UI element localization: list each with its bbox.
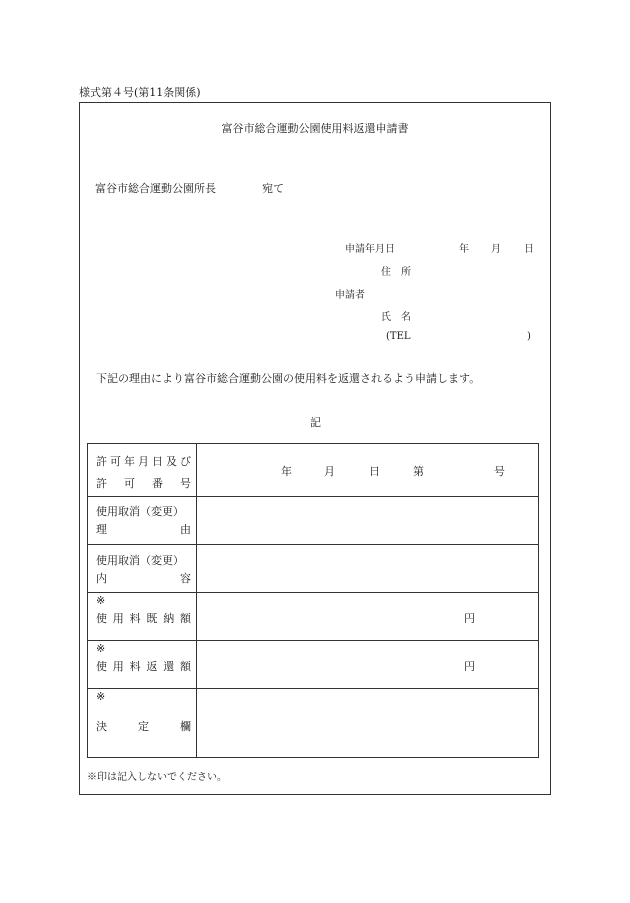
ki-label: 記 (310, 416, 321, 429)
permit-date-label: 許 可 年 月 日 及 び (96, 455, 191, 468)
footnote: ※印は記入しないでください。 (87, 772, 227, 783)
tel-close: ) (527, 331, 531, 342)
permit-go: 号 (494, 465, 505, 478)
table-column-divider (196, 444, 197, 757)
office-use-mark: ※ (96, 594, 106, 607)
details-table (87, 443, 539, 758)
row-divider (88, 544, 538, 545)
row-divider (88, 592, 538, 593)
applicant-label: 申請者 (335, 290, 365, 301)
addressee-suffix: 宛て (262, 182, 284, 195)
refund-fee-unit: 円 (464, 660, 475, 673)
form-id: 様式第４号(第11条関係) (79, 86, 201, 99)
addressee-name: 富谷市総合運動公園所長 (95, 182, 216, 195)
refund-fee-label: 使 用 料 返 還 額 (96, 660, 191, 673)
name-label: 氏 名 (381, 312, 411, 323)
paid-fee-label: 使 用 料 既 納 額 (96, 612, 191, 625)
address-label: 住 所 (381, 267, 411, 278)
office-use-mark: ※ (96, 642, 106, 655)
cancel-reason-label: 使用取消（変更） (96, 505, 184, 518)
reason-label: 理 由 (96, 523, 191, 536)
date-year: 年 (459, 244, 469, 255)
request-statement: 下記の理由により富谷市総合運動公園の使用料を返還されるよう申請します。 (96, 372, 481, 385)
cancel-content-label: 使用取消（変更） (96, 554, 184, 567)
date-day: 日 (524, 244, 534, 255)
office-use-mark: ※ (96, 690, 106, 703)
permit-year: 年 (281, 465, 292, 478)
row-divider (88, 640, 538, 641)
permit-month: 月 (324, 465, 335, 478)
permit-day: 日 (369, 465, 380, 478)
row-divider (88, 688, 538, 689)
paid-fee-unit: 円 (464, 612, 475, 625)
permit-number-label: 許 可 番 号 (96, 477, 191, 490)
decision-label: 決 定 欄 (96, 720, 191, 733)
content-label: 内 容 (96, 572, 191, 585)
date-month: 月 (491, 244, 501, 255)
permit-dai: 第 (413, 465, 424, 478)
row-divider (88, 496, 538, 497)
form-title: 富谷市総合運動公園使用料返還申請書 (221, 122, 409, 135)
application-date-label: 申請年月日 (345, 244, 395, 255)
tel-open: (TEL (386, 331, 411, 342)
